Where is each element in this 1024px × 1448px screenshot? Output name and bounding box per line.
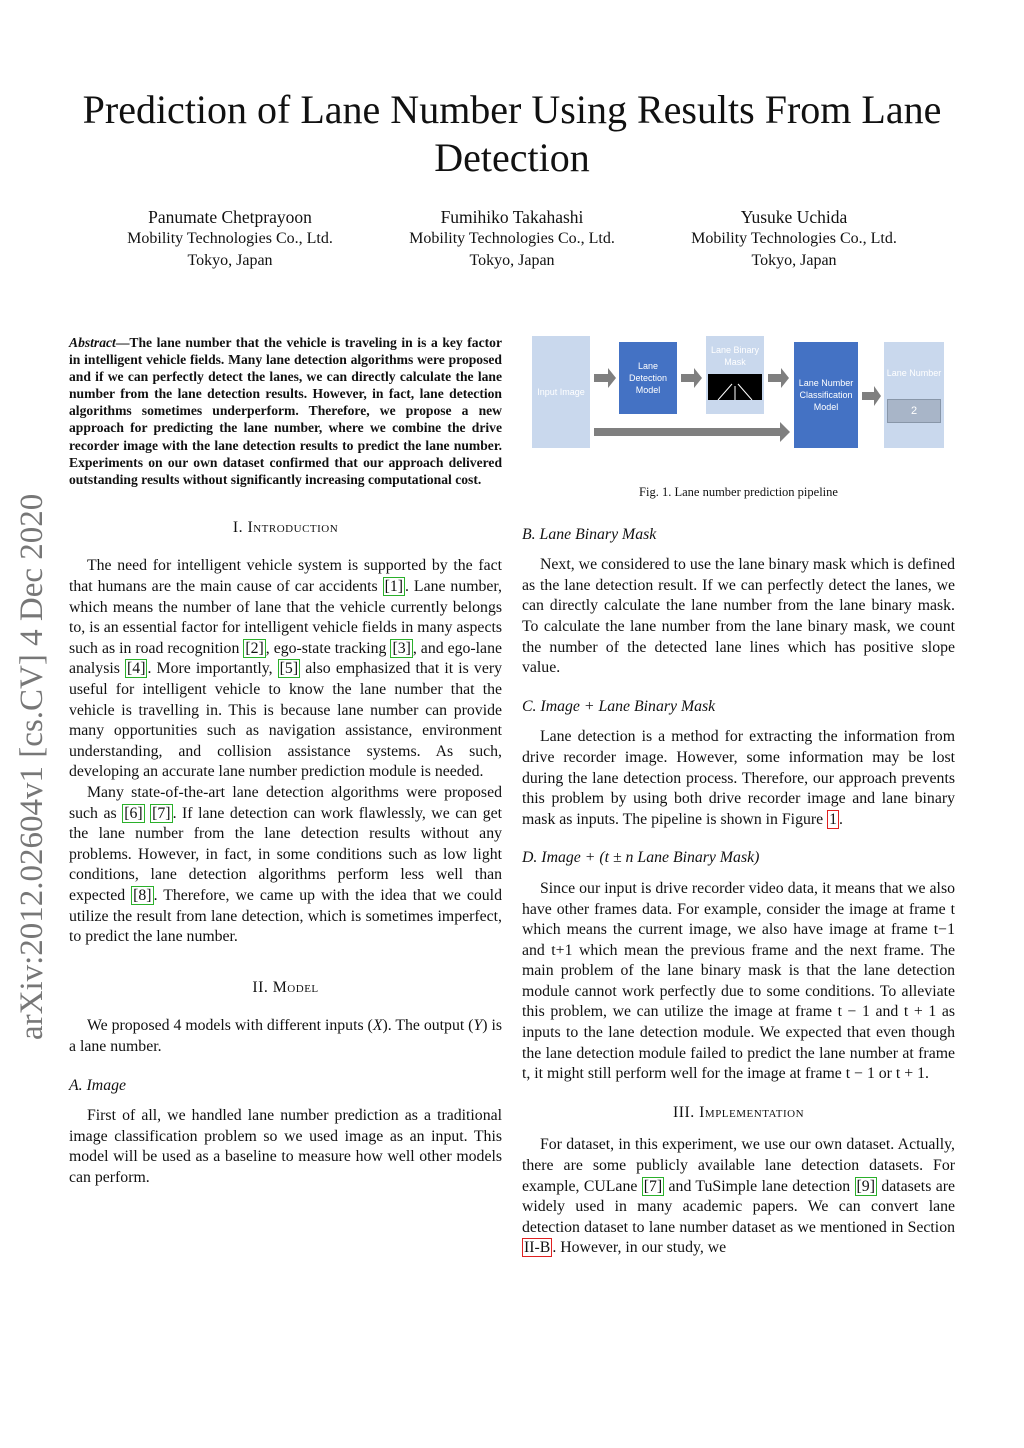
citation-link[interactable]: [3] xyxy=(392,639,411,657)
section-heading-implementation: III. Implementation xyxy=(672,1103,805,1121)
author-location: Tokyo, Japan xyxy=(751,252,837,269)
right-column xyxy=(522,334,955,1259)
text-run: . If lane detection can work flawlessly, we can get the lane number from the lane detection results without any problems. However, in fact, in some conditions such as low light conditions, lane detection algorithms perform less well than expected xyxy=(69,804,502,904)
output-value: 2 xyxy=(887,399,941,423)
text-run: . More importantly, xyxy=(147,660,278,678)
text-run: . Therefore, we came up with the idea that we could utilize the result from lane detection, which is sometimes imperfect, to predict the lane number. xyxy=(69,886,502,946)
paragraph: First of all, we handled lane number prediction as a traditional image classification problem so we used image as an input. This model will be used as a baseline to measure how well other models can perform. xyxy=(69,1107,502,1186)
citation-link[interactable]: [7] xyxy=(152,804,171,822)
citation-link[interactable]: [1] xyxy=(384,578,404,596)
box-label: Lane Number Classification Model xyxy=(798,378,854,412)
arxiv-watermark: arXiv:2012.02604v1 [cs.CV] 4 Dec 2020 xyxy=(14,493,50,1040)
section-heading-model: II. Model xyxy=(252,978,319,996)
author-3 xyxy=(654,206,934,272)
paragraph xyxy=(522,1135,955,1259)
pipeline-arrows xyxy=(522,334,955,464)
box-label: Lane Detection Model xyxy=(628,361,668,395)
author-affiliation: Mobility Technologies Co., Ltd. xyxy=(127,230,333,247)
text-run: , ego-state tracking xyxy=(265,639,391,657)
text-run: . Lane number, which means the number of lane that the vehicle currently belongs to, is an essential factor for intelligent vehicle fields in many aspects such as in road recognition xyxy=(69,578,502,657)
math-symbol: X xyxy=(372,1017,383,1035)
abstract-label: Abstract xyxy=(69,335,116,350)
text-run: Many state-of-the-art lane detection algorithms were proposed such as xyxy=(69,783,502,822)
author-location: Tokyo, Japan xyxy=(187,252,273,269)
author-name: Panumate Chetprayoon xyxy=(148,207,312,227)
text-run: The need for intelligent vehicle system is supported by the fact that humans are the main cause of car accidents xyxy=(69,557,502,596)
subsection-heading-image-plus-mask: C. Image + Lane Binary Mask xyxy=(522,697,716,715)
citation-link[interactable]: [4] xyxy=(127,660,146,678)
section-heading-introduction: I. Introduction xyxy=(232,518,339,536)
left-column xyxy=(69,334,502,1188)
author-1 xyxy=(90,206,370,272)
citation-link[interactable]: [9] xyxy=(856,1177,875,1195)
arrow-right-icon xyxy=(681,368,702,388)
text-run: We proposed 4 models with different inputs ( xyxy=(87,1017,373,1035)
arrow-right-icon xyxy=(768,368,789,388)
subsection-heading-lane-binary-mask: B. Lane Binary Mask xyxy=(522,525,657,543)
text-run: For dataset, in this experiment, we use our own dataset. Actually, there are some publicly available lane detection datasets. For example, CULane xyxy=(522,1136,955,1195)
paper-title: Prediction of Lane Number Using Results From Lane Detection xyxy=(82,87,942,180)
text-run: and TuSimple lane detection xyxy=(664,1177,855,1195)
citation-link[interactable]: [5] xyxy=(279,660,299,678)
citation-link[interactable]: [7] xyxy=(643,1177,663,1195)
citation-link[interactable]: [6] xyxy=(124,804,143,822)
paragraph: Next, we considered to use the lane binary mask which is defined as the lane detection result. If we can perfectly detect the lanes, we can directly calculate the lane number from the lane binary mask. To calculate the lane number from the lane binary mask, we count the number of the detected lane lines which has positive slope value. xyxy=(522,556,955,677)
text-run: . xyxy=(839,810,843,828)
text-run: datasets are widely used in many academic papers. We can convert lane detection dataset to lane number dataset as we mentioned in Section xyxy=(522,1177,955,1236)
author-name: Fumihiko Takahashi xyxy=(440,207,584,227)
text-run: , and ego-lane analysis xyxy=(69,639,502,678)
citation-link[interactable]: [2] xyxy=(245,639,264,657)
figure-link[interactable]: 1 xyxy=(829,810,837,828)
text-run: Lane detection is a method for extracting the information from drive recorder image. However, some information may be lost during the lane detection process. Therefore, our approach prevents this problem by using both drive recorder image and lane binary mask as inputs. The pipeline is shown in Figure xyxy=(522,728,955,828)
citation-link[interactable]: [8] xyxy=(133,886,152,904)
author-affiliation: Mobility Technologies Co., Ltd. xyxy=(691,230,897,247)
abstract-text: —The lane number that the vehicle is traveling in is a key factor in intelligent vehicle fields. Many lane detection algorithms were proposed and if we can perfectly detect the lanes, we can directly calculate the lane number from the lane detection results. However, in fact, lane detection algorithms sometimes underperform. Therefore, we propose a new approach for predicting the lane number, where we combine the drive recorder image with the lane detection results to predict the lane number. Experiments on our own dataset confirmed that our approach delivered outstanding results without significantly increasing computational cost. xyxy=(69,335,502,487)
paragraph xyxy=(69,556,502,783)
text-run: ). The output ( xyxy=(382,1017,474,1035)
figure-caption: Fig. 1. Lane number prediction pipeline xyxy=(639,485,838,499)
arrow-right-icon xyxy=(594,368,616,388)
box-label: Input Image xyxy=(537,387,585,397)
abstract xyxy=(69,334,502,488)
subsection-heading-image: A. Image xyxy=(69,1076,127,1094)
paragraph xyxy=(69,1016,502,1057)
author-name: Yusuke Uchida xyxy=(740,207,848,227)
section-link[interactable]: II-B xyxy=(524,1239,551,1257)
author-2 xyxy=(372,206,652,272)
text-run: . However, in our study, we xyxy=(552,1239,727,1257)
box-label: Lane Binary Mask xyxy=(710,345,760,367)
subsection-heading-image-plus-n-masks: D. Image + (t ± n Lane Binary Mask) xyxy=(522,849,760,867)
box-label: Lane Number xyxy=(886,368,942,378)
paragraph: Since our input is drive recorder video data, it means that we also have other frames data. For example, consider the image at frame t which means the current image, we also have image at frame t−1 and t+1 which mean the previous frame and the next frame. The main problem of the lane binary mask is that the lane detection module cannot work perfectly due to some conditions. To alleviate this problem, we can utilize the image at frame t − 1 and t + 1 as inputs to the lane detection module. We expected that even though the lane detection module failed to predict the lane number at frame t, it might still perform well for the image at frame t − 1 or t + 1. xyxy=(522,879,955,1083)
paragraph xyxy=(69,783,502,948)
figure-pipeline xyxy=(522,334,955,464)
author-block xyxy=(90,206,934,272)
paragraph xyxy=(522,727,955,830)
math-symbol: Y xyxy=(473,1017,483,1035)
arrow-right-icon xyxy=(862,386,881,406)
author-affiliation: Mobility Technologies Co., Ltd. xyxy=(409,230,615,247)
author-location: Tokyo, Japan xyxy=(469,252,555,269)
text-run: also emphasized that it is very useful for intelligent vehicle to know the lane number that the vehicle is travelling in. This is because lane number can provide many opportunities such as navigation assistance, environment understanding, and collision assistance systems. As such, developing an accurate lane number prediction module is needed. xyxy=(69,660,502,781)
arrow-right-icon xyxy=(594,422,790,442)
text-run: ) is a lane number. xyxy=(69,1017,502,1055)
